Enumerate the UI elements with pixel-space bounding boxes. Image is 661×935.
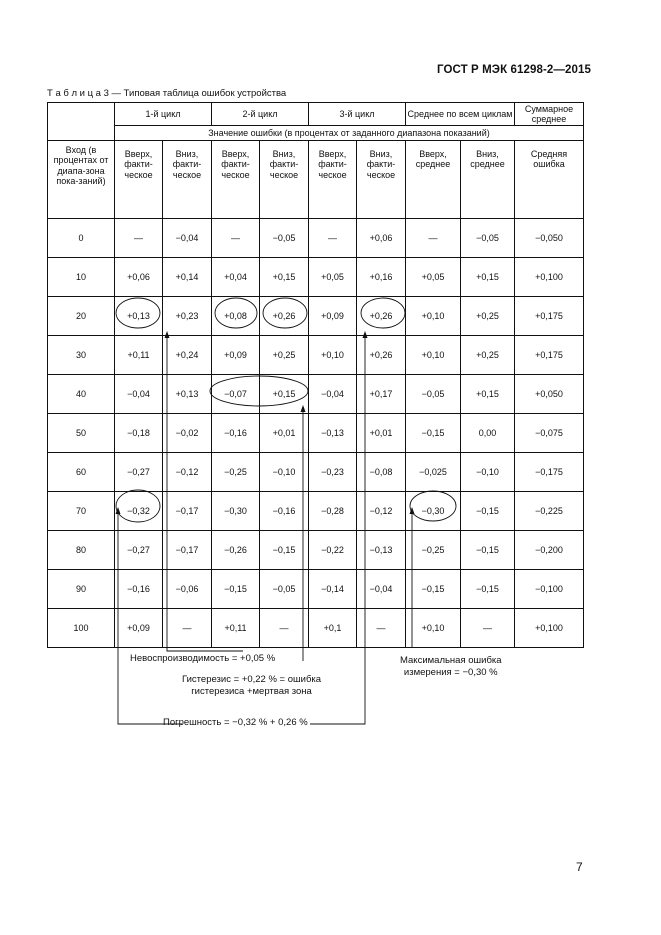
error-value-cell: +0,10 <box>309 336 357 375</box>
input-value-cell: 80 <box>48 531 115 570</box>
error-value-cell: +0,01 <box>260 414 309 453</box>
error-value-cell: +0,06 <box>357 219 406 258</box>
error-value-cell: +0,17 <box>357 375 406 414</box>
error-value-cell: −0,10 <box>461 453 515 492</box>
error-value-cell: −0,050 <box>515 219 584 258</box>
error-value-cell: +0,26 <box>357 297 406 336</box>
error-value-cell: +0,25 <box>260 336 309 375</box>
error-value-cell: +0,15 <box>461 375 515 414</box>
circle-70-cycle1-up <box>116 490 160 522</box>
error-value-cell: — <box>260 609 309 648</box>
error-value-cell: −0,04 <box>163 219 212 258</box>
error-value-cell: −0,10 <box>260 453 309 492</box>
nonrepeatability-label: Невоспроизводимость = +0,05 % <box>130 653 276 664</box>
leader-nonrepeatability <box>167 336 243 651</box>
input-value-cell: 90 <box>48 570 115 609</box>
error-value-cell: +0,13 <box>163 375 212 414</box>
error-value-cell: −0,13 <box>309 414 357 453</box>
error-value-cell: −0,16 <box>260 492 309 531</box>
sub-header: Вниз, факти-ческое <box>163 141 212 219</box>
input-value-cell: 100 <box>48 609 115 648</box>
error-value-cell: −0,30 <box>406 492 461 531</box>
error-value-cell: −0,32 <box>115 492 163 531</box>
error-value-cell: −0,16 <box>212 414 260 453</box>
error-value-cell: +0,10 <box>406 609 461 648</box>
error-value-cell: −0,12 <box>357 492 406 531</box>
error-value-cell: −0,13 <box>357 531 406 570</box>
accuracy-label: Погрешность = −0,32 % + 0,26 % <box>163 717 308 728</box>
error-value-cell: +0,25 <box>461 297 515 336</box>
error-value-cell: +0,100 <box>515 258 584 297</box>
error-value-cell: −0,025 <box>406 453 461 492</box>
input-header: Вход (в процентах от диапа-зона пока-заний) <box>48 141 115 219</box>
sub-header: Вниз, факти-ческое <box>260 141 309 219</box>
error-value-cell: +0,09 <box>115 609 163 648</box>
error-value-cell: 0,00 <box>461 414 515 453</box>
error-value-cell: — <box>461 609 515 648</box>
circle-20-cycle2-down <box>263 298 307 328</box>
hysteresis-line-1: Гистерезис = +0,22 % = ошибка <box>182 674 322 685</box>
error-value-cell: +0,09 <box>212 336 260 375</box>
cycle-2-header: 2-й цикл <box>212 103 309 126</box>
error-value-cell: −0,14 <box>309 570 357 609</box>
error-value-note: Значение ошибки (в процентах от заданного диапазона показаний) <box>115 126 584 141</box>
error-value-cell: +0,11 <box>115 336 163 375</box>
error-value-cell: −0,05 <box>406 375 461 414</box>
error-value-cell: −0,200 <box>515 531 584 570</box>
error-value-cell: +0,10 <box>406 297 461 336</box>
error-value-cell: −0,04 <box>309 375 357 414</box>
error-value-cell: +0,16 <box>357 258 406 297</box>
error-value-cell: +0,15 <box>260 258 309 297</box>
error-value-cell: +0,100 <box>515 609 584 648</box>
circle-70-average-up <box>410 491 456 521</box>
error-value-cell: +0,175 <box>515 297 584 336</box>
cycle-3-header: 3-й цикл <box>309 103 406 126</box>
arrowhead <box>363 331 368 338</box>
error-value-cell: −0,05 <box>260 219 309 258</box>
error-value-cell: +0,1 <box>309 609 357 648</box>
error-value-cell: −0,18 <box>115 414 163 453</box>
max-error-line-2: измерения = −0,30 % <box>403 666 498 678</box>
error-value-cell: −0,15 <box>461 531 515 570</box>
error-value-cell: — <box>406 219 461 258</box>
average-cycles-header: Среднее по всем циклам <box>406 103 515 126</box>
page-number: 7 <box>576 860 583 874</box>
sub-header: Вниз, среднее <box>461 141 515 219</box>
error-value-cell: +0,04 <box>212 258 260 297</box>
error-value-cell: −0,17 <box>163 492 212 531</box>
leader-accuracy-right <box>310 338 365 724</box>
input-value-cell: 20 <box>48 297 115 336</box>
error-value-cell: −0,15 <box>461 570 515 609</box>
error-value-cell: — <box>115 219 163 258</box>
circle-20-cycle3-down <box>361 298 405 328</box>
error-value-cell: −0,15 <box>260 531 309 570</box>
error-value-cell: +0,05 <box>406 258 461 297</box>
error-value-cell: −0,27 <box>115 453 163 492</box>
cycle-1-header: 1-й цикл <box>115 103 212 126</box>
error-value-cell: −0,05 <box>461 219 515 258</box>
circle-20-cycle1-up <box>116 298 160 328</box>
error-value-cell: — <box>212 219 260 258</box>
input-value-cell: 50 <box>48 414 115 453</box>
error-value-cell: −0,30 <box>212 492 260 531</box>
error-value-cell: +0,26 <box>357 336 406 375</box>
total-average-header: Суммарное среднее <box>515 103 584 126</box>
sub-header: Вниз, факти-ческое <box>357 141 406 219</box>
input-value-cell: 30 <box>48 336 115 375</box>
error-value-cell: +0,08 <box>212 297 260 336</box>
sub-header: Вверх, среднее <box>406 141 461 219</box>
error-value-cell: −0,16 <box>115 570 163 609</box>
error-value-cell: +0,050 <box>515 375 584 414</box>
error-value-cell: −0,02 <box>163 414 212 453</box>
error-value-cell: +0,06 <box>115 258 163 297</box>
sub-header: Вверх, факти-ческое <box>309 141 357 219</box>
error-value-cell: −0,04 <box>115 375 163 414</box>
error-value-cell: — <box>357 609 406 648</box>
error-value-cell: −0,15 <box>212 570 260 609</box>
error-value-cell: −0,100 <box>515 570 584 609</box>
error-value-cell: −0,08 <box>357 453 406 492</box>
error-value-cell: −0,15 <box>461 492 515 531</box>
error-value-cell: −0,07 <box>212 375 260 414</box>
arrowhead <box>165 331 170 338</box>
error-value-cell: −0,05 <box>260 570 309 609</box>
error-value-cell: +0,175 <box>515 336 584 375</box>
hysteresis-label <box>182 674 321 698</box>
hysteresis-ellipse <box>210 376 308 406</box>
sub-header: Вверх, факти-ческое <box>115 141 163 219</box>
error-value-cell: −0,28 <box>309 492 357 531</box>
arrowhead <box>301 405 306 412</box>
error-value-cell: +0,09 <box>309 297 357 336</box>
error-value-cell: −0,04 <box>357 570 406 609</box>
error-value-cell: +0,10 <box>406 336 461 375</box>
error-value-cell: +0,14 <box>163 258 212 297</box>
error-value-cell: −0,12 <box>163 453 212 492</box>
error-value-cell: +0,13 <box>115 297 163 336</box>
error-value-cell: — <box>309 219 357 258</box>
input-value-cell: 10 <box>48 258 115 297</box>
error-value-cell: −0,06 <box>163 570 212 609</box>
error-value-cell: −0,15 <box>406 570 461 609</box>
leader-accuracy-left <box>118 514 182 724</box>
error-value-cell: +0,24 <box>163 336 212 375</box>
input-value-cell: 40 <box>48 375 115 414</box>
error-value-cell: +0,01 <box>357 414 406 453</box>
sub-header: Средняя ошибка <box>515 141 584 219</box>
error-value-cell: +0,15 <box>260 375 309 414</box>
input-value-cell: 70 <box>48 492 115 531</box>
error-value-cell: +0,11 <box>212 609 260 648</box>
error-value-cell: −0,15 <box>406 414 461 453</box>
error-value-cell: +0,26 <box>260 297 309 336</box>
input-value-cell: 60 <box>48 453 115 492</box>
circle-20-cycle2-up <box>215 298 257 328</box>
table-caption: Т а б л и ц а 3 — Типовая таблица ошибок устройства <box>47 88 287 99</box>
sub-header: Вверх, факти-ческое <box>212 141 260 219</box>
error-value-cell: −0,225 <box>515 492 584 531</box>
error-value-cell: +0,05 <box>309 258 357 297</box>
error-value-cell: −0,175 <box>515 453 584 492</box>
input-value-cell: 0 <box>48 219 115 258</box>
error-value-cell: +0,23 <box>163 297 212 336</box>
error-value-cell: +0,25 <box>461 336 515 375</box>
error-value-cell: −0,22 <box>309 531 357 570</box>
hysteresis-line-2: гистерезиса +мертвая зона <box>191 685 312 697</box>
max-error-line-1: Максимальная ошибка <box>400 655 502 666</box>
error-value-cell: −0,27 <box>115 531 163 570</box>
max-error-label <box>400 655 502 679</box>
error-value-cell: −0,26 <box>212 531 260 570</box>
error-value-cell: +0,15 <box>461 258 515 297</box>
error-value-cell: −0,23 <box>309 453 357 492</box>
document-id-header: ГОСТ Р МЭК 61298-2—2015 <box>437 64 591 76</box>
error-value-cell: — <box>163 609 212 648</box>
error-value-cell: −0,25 <box>212 453 260 492</box>
error-value-cell: −0,17 <box>163 531 212 570</box>
error-value-cell: −0,25 <box>406 531 461 570</box>
error-value-cell: −0,075 <box>515 414 584 453</box>
